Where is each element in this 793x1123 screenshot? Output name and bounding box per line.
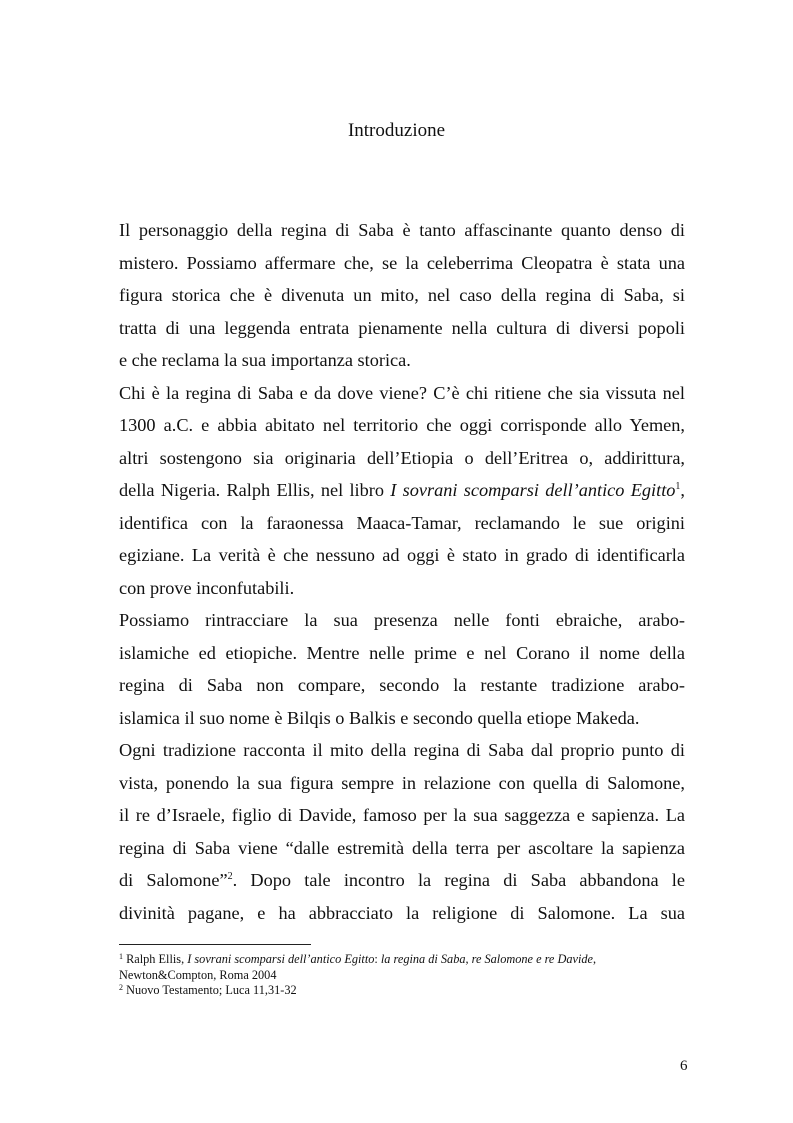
text-line: vista, ponendo la sua figura sempre in relazione con quella di Salomone, xyxy=(119,772,685,793)
text-line: e che reclama la sua importanza storica. xyxy=(119,350,411,370)
text-segment: di Salomone” xyxy=(119,870,228,890)
footnote-subtitle: la regina di Saba, re Salomone e re Davide xyxy=(380,952,593,966)
text-line-with-citation xyxy=(119,474,685,507)
text-line: Chi è la regina di Saba e da dove viene? C’è chi ritiene che sia vissuta nel xyxy=(119,382,685,403)
text-line: identifica con la faraonessa Maaca-Tamar, reclamando le sue origini xyxy=(119,512,685,533)
footnote-text: : xyxy=(374,952,381,966)
text-line: islamica il suo nome è Bilqis o Balkis e secondo quella etiope Makeda. xyxy=(119,707,640,728)
footnotes xyxy=(119,952,685,999)
text-line-with-citation xyxy=(119,864,685,897)
footnote-number: 1 xyxy=(119,952,123,961)
text-line: altri sostengono sia originaria dell’Etiopia o dell’Eritrea o, addirittura, xyxy=(119,447,685,468)
paragraph-1 xyxy=(119,214,685,377)
paragraph-3 xyxy=(119,604,685,734)
footnote-separator xyxy=(119,944,311,945)
footnote-number: 2 xyxy=(119,983,123,992)
text-line: mistero. Possiamo affermare che, se la celeberrima Cleopatra è stata una xyxy=(119,252,685,273)
text-line: il re d’Israele, figlio di Davide, famoso per la sua saggezza e sapienza. La xyxy=(119,805,685,825)
text-line: islamiche ed etiopiche. Mentre nelle prime e nel Corano il nome della xyxy=(119,642,685,663)
footnote-text: Ralph Ellis, xyxy=(123,952,188,966)
text-line: Il personaggio della regina di Saba è tanto affascinante quanto denso di xyxy=(119,220,685,240)
footnote-2 xyxy=(119,983,685,999)
text-line: Ogni tradizione racconta il mito della regina di Saba dal proprio punto di xyxy=(119,740,685,760)
text-line: 1300 a.C. e abbia abitato nel territorio che oggi corrisponde allo Yemen, xyxy=(119,415,685,435)
text-line: con prove inconfutabili. xyxy=(119,577,295,598)
paragraph-2 xyxy=(119,377,685,605)
footnote-ref-2[interactable]: 2 xyxy=(227,871,233,882)
footnote-text: Nuovo Testamento; Luca 11,31-32 xyxy=(123,983,297,997)
text-segment: , xyxy=(680,480,685,500)
text-line: egiziane. La verità è che nessuno ad oggi è stato in grado di identificarla xyxy=(119,545,685,565)
paragraph-4 xyxy=(119,734,685,929)
footnote-book-title: I sovrani scomparsi dell’antico Egitto xyxy=(187,952,375,966)
page-number: 6 xyxy=(680,1058,688,1074)
footnote-ref-1[interactable]: 1 xyxy=(675,481,681,492)
book-title: I sovrani scomparsi dell’antico Egitto xyxy=(390,480,676,500)
footnote-text: , xyxy=(592,952,597,966)
body-text xyxy=(119,214,685,929)
text-line: regina di Saba non compare, secondo la restante tradizione arabo- xyxy=(119,675,685,695)
page-title: Introduzione xyxy=(347,120,446,141)
footnote-1-publisher: Newton&Compton, Roma 2004 xyxy=(119,967,277,982)
text-line: tratta di una leggenda entrata pienamente nella cultura di diversi popoli xyxy=(119,317,685,338)
text-line: regina di Saba viene “dalle estremità della terra per ascoltare la sapienza xyxy=(119,837,685,858)
footnote-1 xyxy=(119,952,685,968)
text-segment: . Dopo tale incontro la regina di Saba abbandona le xyxy=(232,870,685,890)
text-line: Possiamo rintracciare la sua presenza nelle fonti ebraiche, arabo- xyxy=(119,610,685,630)
text-line: figura storica che è divenuta un mito, nel caso della regina di Saba, si xyxy=(119,285,685,305)
text-line: divinità pagane, e ha abbracciato la religione di Salomone. La sua xyxy=(119,902,685,923)
text-segment: della Nigeria. Ralph Ellis, nel libro xyxy=(119,480,391,500)
